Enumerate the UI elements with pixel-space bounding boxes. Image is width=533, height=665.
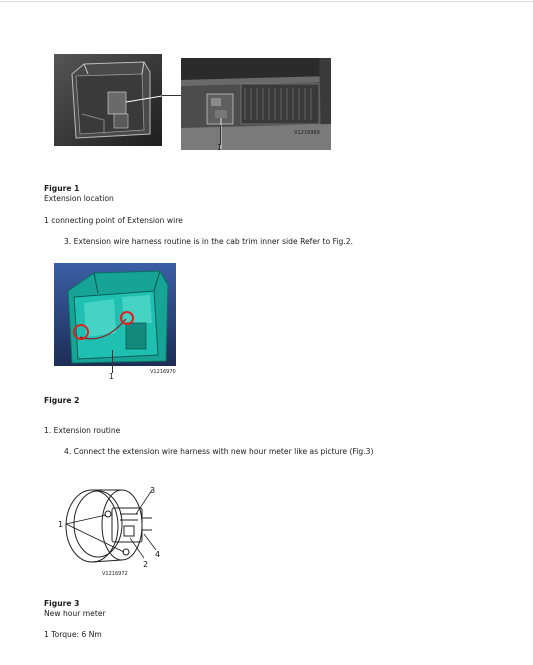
step-3-text: 3. Extension wire harness routine is in the cab trim inner side Refer to Fig.2.: [64, 237, 353, 246]
figure3-image-code: V1216972: [102, 571, 128, 577]
figure2-callout-number: 1: [109, 372, 114, 381]
figure1-legend: 1 connecting point of Extension wire: [44, 216, 183, 225]
figure1-title: Extension location: [44, 194, 114, 203]
step-4-text: 4. Connect the extension wire harness with new hour meter like as picture (Fig.3): [64, 447, 374, 456]
figure3-hour-meter-drawing: [52, 478, 172, 582]
top-border: [0, 1, 533, 2]
figure1-connector-line: [162, 95, 182, 96]
figure1-callout-number: 1: [217, 143, 222, 152]
figure3-legend: 1 Torque: 6 Nm: [44, 630, 102, 639]
figure3-callout-4: 4: [155, 550, 161, 559]
figure1-image-code: V1216969: [294, 130, 320, 136]
figure2-caption: Figure 2: [44, 396, 80, 405]
figure1-callout-line: [220, 125, 221, 145]
figure3-callout-1: 1: [58, 520, 64, 529]
figure3-caption: Figure 3: [44, 599, 80, 608]
figure1-caption: Figure 1: [44, 184, 80, 193]
figure2-image-code: V1216970: [150, 369, 176, 375]
figure2-cab-routine-image: [54, 263, 176, 366]
figure2-legend: 1. Extension routine: [44, 426, 121, 435]
figure1-cab-overview-image: [54, 54, 162, 146]
figure1-detail-image: [181, 58, 331, 150]
figure3-callout-2: 2: [143, 560, 149, 569]
figure3-callout-3: 3: [150, 486, 156, 495]
figure3-title: New hour meter: [44, 609, 106, 618]
figure2-callout-line: [112, 350, 113, 373]
